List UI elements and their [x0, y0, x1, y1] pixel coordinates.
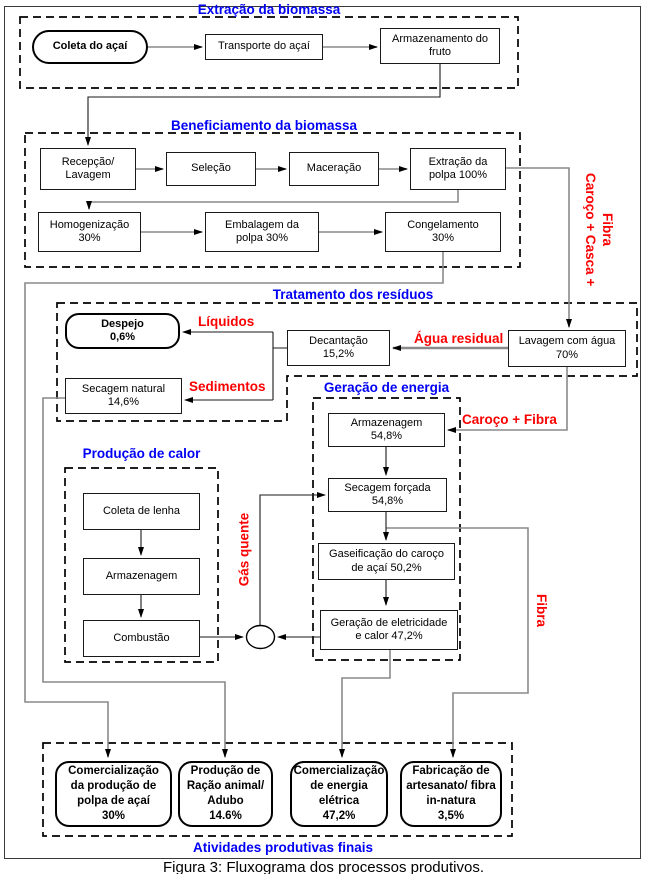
node-armazenamento-fruto: Armazenamento do fruto — [380, 28, 500, 64]
section-title-atividades: Atividades produtivas finais — [192, 840, 374, 855]
flow-extracao-homogenizacao — [89, 190, 458, 209]
node-artesanato: Fabricação de artesanato/ fibra in-natura 3,5% — [400, 761, 502, 827]
flow-decantacao-split — [273, 332, 287, 400]
flow-gas-quente — [260, 495, 325, 625]
node-geracao-eletricidade: Geração de eletricidade e calor 47,2% — [320, 610, 458, 650]
label-gas-quente: Gás quente — [236, 512, 252, 587]
node-comercializacao-polpa: Comercialização da produção de polpa de açaí 30% — [55, 761, 172, 827]
node-racao-animal: Produção de Ração animal/ Adubo 14.6% — [178, 761, 273, 827]
section-title-producao-calor: Produção de calor — [82, 446, 201, 461]
section-title-geracao: Geração de energia — [323, 380, 450, 395]
label-fibra: Fibra — [533, 594, 549, 628]
label-caroco-fibra: Caroço + Fibra — [462, 412, 557, 427]
node-coleta-lenha: Coleta de lenha — [83, 493, 200, 530]
node-decantacao: Decantação 15,2% — [287, 330, 390, 366]
node-embalagem-polpa: Embalagem da polpa 30% — [205, 212, 319, 252]
node-congelamento: Congelamento 30% — [385, 212, 501, 252]
node-extracao-polpa: Extração da polpa 100% — [410, 148, 506, 190]
node-transporte-acai: Transporte do açaí — [205, 34, 323, 60]
section-title-beneficiamento: Beneficiamento da biomassa — [170, 118, 358, 133]
section-title-extracao: Extração da biomassa — [197, 2, 341, 17]
node-combustao: Combustão — [83, 620, 200, 657]
node-secagem-forcada: Secagem forçada 54,8% — [328, 478, 447, 512]
node-energia-eletrica: Comercialização de energia elétrica 47,2% — [290, 761, 388, 827]
label-caroco-casca-fibra: Caroço + Casca + Fibra — [582, 173, 615, 287]
node-secagem-natural: Secagem natural 14,6% — [65, 378, 182, 414]
flow-eletricidade-comercializacao — [342, 650, 390, 757]
junction-circle — [247, 626, 275, 649]
node-gaseificacao: Gaseificação do caroço de açaí 50,2% — [318, 543, 455, 580]
node-lavagem-agua: Lavagem com água 70% — [508, 330, 626, 367]
figure-caption: Figura 3: Fluxograma dos processos produtivos. — [163, 859, 484, 874]
section-title-tratamento: Tratamento dos resíduos — [272, 287, 434, 302]
label-sedimentos: Sedimentos — [189, 379, 266, 394]
label-liquidos: Líquidos — [198, 314, 255, 329]
label-agua-residual: Água residual — [414, 331, 504, 346]
node-armazenagem-calor: Armazenagem — [83, 558, 200, 595]
node-armazenagem-energia: Armazenagem 54,8% — [328, 413, 445, 447]
node-coleta-acai: Coleta do açaí — [32, 30, 148, 64]
node-despejo: Despejo 0,6% — [65, 313, 180, 349]
node-maceracao: Maceração — [289, 152, 379, 186]
node-recepcao-lavagem: Recepção/ Lavagem — [40, 148, 136, 190]
node-selecao: Seleção — [166, 152, 256, 186]
node-homogenizacao: Homogenização 30% — [38, 212, 141, 252]
